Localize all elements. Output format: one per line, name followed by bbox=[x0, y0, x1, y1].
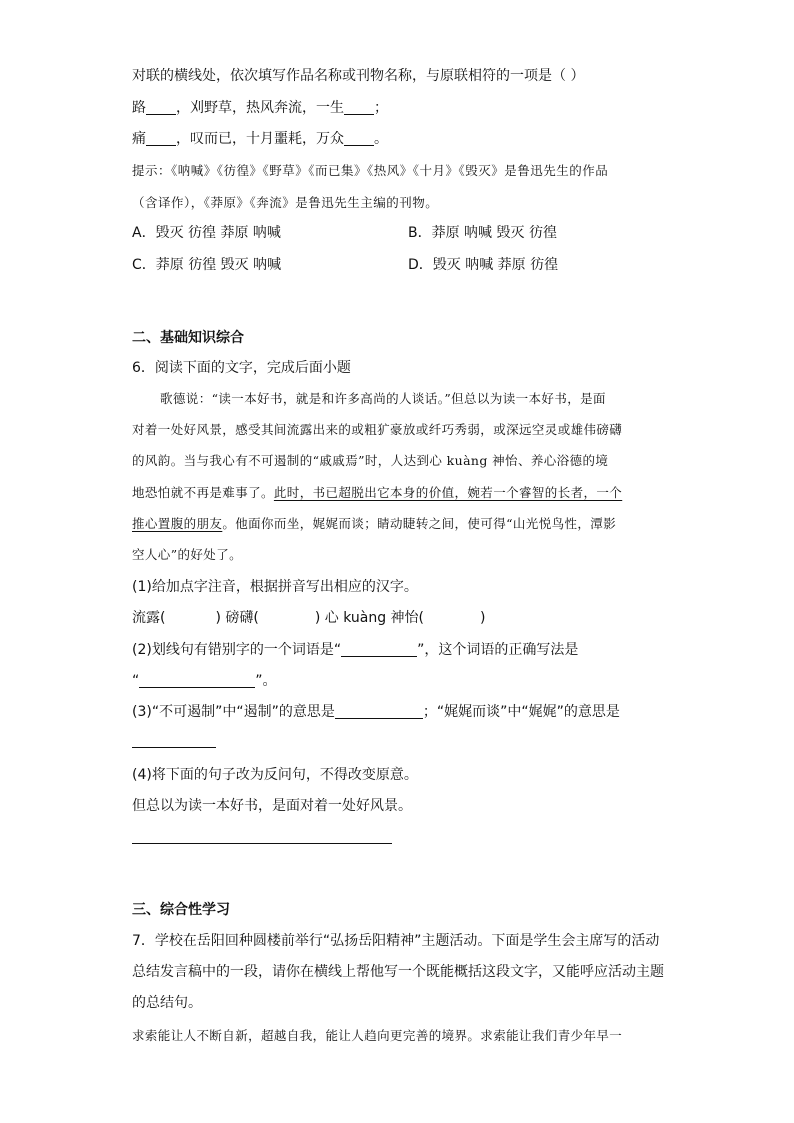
couplet-text: 路 bbox=[132, 100, 146, 116]
sub-question-4-sentence: 但总以为读一本好书，是面对着一处好风景。 bbox=[132, 798, 412, 814]
q5-couplet-line-1 bbox=[132, 99, 388, 117]
fill-blank bbox=[344, 100, 374, 115]
q7-passage-line-1: 求索能让人不断自新，超越自我，能让人趋向更完善的境界。求索能让我们青少年早一 bbox=[132, 1028, 623, 1043]
passage-line-2: 对着一处好风景，感受其间流露出来的或粗犷豪放或纤巧秀弱，或深远空灵或雄伟磅礴 bbox=[132, 422, 623, 437]
answer-blank[interactable] bbox=[335, 704, 423, 719]
passage-line-1: 歌德说：“读一本好书，就是和许多高尚的人谈话。”但总以为读一本好书，是面 bbox=[160, 391, 606, 406]
option-d: D．毁灭 呐喊 莽原 彷徨 bbox=[408, 257, 559, 273]
passage-line-5 bbox=[132, 515, 616, 533]
question-text: (3)“不可遏制”中“遏制”的意思是 bbox=[132, 704, 335, 720]
answer-blank[interactable] bbox=[341, 642, 417, 657]
passage-line-4 bbox=[132, 484, 622, 502]
answer-label: ) bbox=[480, 610, 486, 626]
q7-line-2: 总结发言稿中的一段，请你在横线上帮他写一个既能概括这段文字，又能呼应活动主题 bbox=[132, 964, 664, 980]
section-2-title: 二、基础知识综合 bbox=[132, 330, 244, 346]
q6-stem: 6．阅读下面的文字，完成后面小题 bbox=[132, 360, 351, 376]
answer-line[interactable] bbox=[132, 747, 216, 748]
answer-label: ) 心 kuàng 神怡( bbox=[314, 610, 425, 626]
sub-question-2-cont bbox=[132, 672, 277, 690]
couplet-text: ，叹而已，十月噩耗，万众 bbox=[176, 131, 344, 147]
question-text: (2)划线句有错别字的一个词语是“ bbox=[132, 642, 342, 658]
sub-question-1: (1)给加点字注音，根据拼音写出相应的汉字。 bbox=[132, 579, 418, 595]
answer-blank[interactable] bbox=[139, 673, 255, 688]
sub-question-3 bbox=[132, 703, 620, 721]
passage-text: 。他面你而坐，娓娓而谈；睛动睫转之间，使可得“山光悦鸟性，潭影 bbox=[222, 516, 617, 531]
question-text: ”。 bbox=[255, 673, 277, 689]
fill-blank bbox=[146, 100, 176, 115]
question-text: ；“娓娓而谈”中“娓娓”的意思是 bbox=[422, 704, 620, 720]
passage-line-3: 的风韵。当与我心有不可遏制的“戚戚焉”时，人达到心 kuàng 神怡、养心浴德的境 bbox=[132, 453, 609, 468]
q7-line-1: 7．学校在岳阳回种圆楼前举行“弘扬岳阳精神”主题活动。下面是学生会主席写的活动 bbox=[132, 933, 660, 949]
couplet-text: ，刈野草，热风奔流，一生 bbox=[176, 100, 344, 116]
q5-hint-line-2: （含译作），《莽原》《奔流》是鲁迅先生主编的刊物。 bbox=[132, 195, 439, 210]
sub-question-4: (4)将下面的句子改为反问句，不得改变原意。 bbox=[132, 767, 418, 783]
answer-line[interactable] bbox=[132, 843, 392, 844]
answer-label: ) 磅礴( bbox=[215, 610, 259, 626]
underlined-sentence: 此时，书已超脱出它本身的价值，婉若一个睿智的长者，一个 bbox=[273, 485, 623, 500]
q7-line-3: 的总结句。 bbox=[132, 995, 202, 1011]
option-b: B．莽原 呐喊 毁灭 彷徨 bbox=[408, 225, 557, 241]
option-c: C．莽原 彷徨 毁灭 呐喊 bbox=[132, 257, 282, 273]
answer-label: 流露( bbox=[132, 610, 166, 626]
option-a: A．毁灭 彷徨 莽原 呐喊 bbox=[132, 225, 281, 241]
underlined-sentence: 推心置腹的朋友 bbox=[132, 516, 223, 531]
couplet-text: 痛 bbox=[132, 131, 146, 147]
passage-text: 地恐怕就不再是难事了。 bbox=[132, 485, 274, 500]
q5-hint-line-1: 提示：《呐喊》《彷徨》《野草》《而已集》《热风》《十月》《毁灭》是鲁迅先生的作品 bbox=[132, 163, 609, 178]
q5-stem: 对联的横线处，依次填写作品名称或刊物名称，与原联相符的一项是（ ） bbox=[132, 68, 585, 84]
q5-couplet-line-2 bbox=[132, 130, 388, 148]
question-text: “ bbox=[132, 673, 140, 689]
fill-blank bbox=[344, 131, 374, 146]
section-3-title: 三、综合性学习 bbox=[132, 902, 230, 918]
sub-question-1-answers bbox=[132, 609, 485, 627]
passage-line-6: 空人心”的好处了。 bbox=[132, 547, 242, 562]
question-text: ”，这个词语的正确写法是 bbox=[417, 642, 579, 658]
couplet-text: 。 bbox=[374, 131, 388, 147]
sub-question-2 bbox=[132, 641, 578, 659]
couplet-text: ； bbox=[374, 100, 388, 116]
fill-blank bbox=[146, 131, 176, 146]
